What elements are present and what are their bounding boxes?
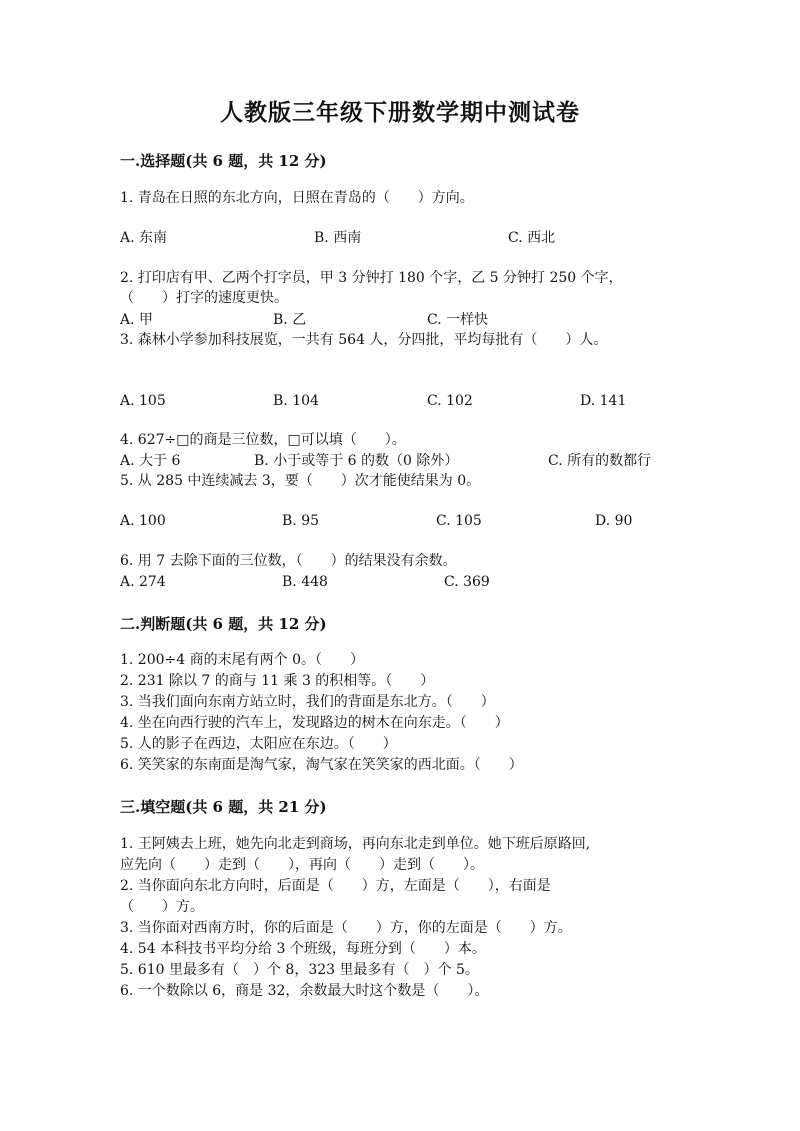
q3-option-d: D. 141 bbox=[580, 393, 627, 409]
q5-option-a: A. 100 bbox=[120, 513, 166, 529]
q6-option-a: A. 274 bbox=[120, 574, 166, 590]
fill-item-5: 5. 610 里最多有（ ）个 8，323 里最多有（ ）个 5。 bbox=[120, 962, 479, 978]
q6-option-c: C. 369 bbox=[444, 574, 490, 590]
question-1-stem: 1. 青岛在日照的东北方向，日照在青岛的（ ）方向。 bbox=[120, 190, 474, 206]
question-6-stem: 6. 用 7 去除下面的三位数，（ ）的结果没有余数。 bbox=[120, 553, 457, 569]
question-4-stem: 4. 627÷□的商是三位数，□可以填（ ）。 bbox=[120, 432, 406, 448]
q6-option-b: B. 448 bbox=[282, 574, 328, 590]
q1-option-c: C. 西北 bbox=[508, 230, 556, 246]
fill-item-2-line1: 2. 当你面向东北方向时，后面是（ ）方，左面是（ ），右面是 bbox=[120, 878, 551, 894]
q4-option-b: B. 小于或等于 6 的数（0 除外） bbox=[254, 453, 459, 469]
q1-option-a: A. 东南 bbox=[120, 230, 168, 246]
judge-item-2: 2. 231 除以 7 的商与 11 乘 3 的积相等。（ ） bbox=[120, 673, 435, 689]
q3-option-b: B. 104 bbox=[273, 393, 319, 409]
question-3-stem: 3. 森林小学参加科技展览，一共有 564 人，分四批，平均每批有（ ）人。 bbox=[120, 332, 608, 348]
fill-item-1-line2: 应先向（ ）走到（ ），再向（ ）走到（ ）。 bbox=[120, 857, 484, 873]
fill-item-2-line2: （ ）方。 bbox=[120, 899, 204, 915]
q1-option-b: B. 西南 bbox=[314, 230, 362, 246]
q4-option-c: C. 所有的数都行 bbox=[548, 453, 652, 469]
q3-option-a: A. 105 bbox=[120, 393, 166, 409]
q5-option-c: C. 105 bbox=[436, 513, 482, 529]
section-2-heading: 二.判断题(共 6 题，共 12 分) bbox=[120, 615, 327, 633]
q5-option-d: D. 90 bbox=[595, 513, 633, 529]
question-5-stem: 5. 从 285 中连续减去 3，要（ ）次才能使结果为 0。 bbox=[120, 473, 481, 489]
q4-option-a: A. 大于 6 bbox=[120, 453, 181, 469]
question-2-stem-line1: 2. 打印店有甲、乙两个打字员，甲 3 分钟打 180 个字，乙 5 分钟打 250 个字， bbox=[120, 270, 623, 286]
question-2-stem-line2: （ ）打字的速度更快。 bbox=[120, 290, 288, 306]
q2-option-c: C. 一样快 bbox=[427, 312, 489, 328]
q3-option-c: C. 102 bbox=[427, 393, 473, 409]
q5-option-b: B. 95 bbox=[282, 513, 320, 529]
q2-option-a: A. 甲 bbox=[120, 312, 154, 328]
section-1-heading: 一.选择题(共 6 题，共 12 分) bbox=[120, 152, 327, 170]
fill-item-3: 3. 当你面对西南方时，你的后面是（ ）方，你的左面是（ ）方。 bbox=[120, 920, 572, 936]
judge-item-4: 4. 坐在向西行驶的汽车上，发现路边的树木在向东走。（ ） bbox=[120, 715, 509, 731]
judge-item-5: 5. 人的影子在西边，太阳应在东边。（ ） bbox=[120, 736, 397, 752]
fill-item-1-line1: 1. 王阿姨去上班，她先向北走到商场，再向东北走到单位。她下班后原路回, bbox=[120, 836, 591, 852]
judge-item-1: 1. 200÷4 商的末尾有两个 0。（ ） bbox=[120, 652, 364, 668]
judge-item-6: 6. 笑笑家的东南面是淘气家，淘气家在笑笑家的西北面。（ ） bbox=[120, 757, 523, 773]
fill-item-6: 6. 一个数除以 6，商是 32，余数最大时这个数是（ ）。 bbox=[120, 983, 489, 999]
page-title: 人教版三年级下册数学期中测试卷 bbox=[220, 99, 580, 126]
q2-option-b: B. 乙 bbox=[273, 312, 307, 328]
section-3-heading: 三.填空题(共 6 题，共 21 分) bbox=[120, 798, 327, 816]
fill-item-4: 4. 54 本科技书平均分给 3 个班级，每班分到（ ）本。 bbox=[120, 941, 486, 957]
judge-item-3: 3. 当我们面向东南方站立时，我们的背面是东北方。（ ） bbox=[120, 694, 495, 710]
